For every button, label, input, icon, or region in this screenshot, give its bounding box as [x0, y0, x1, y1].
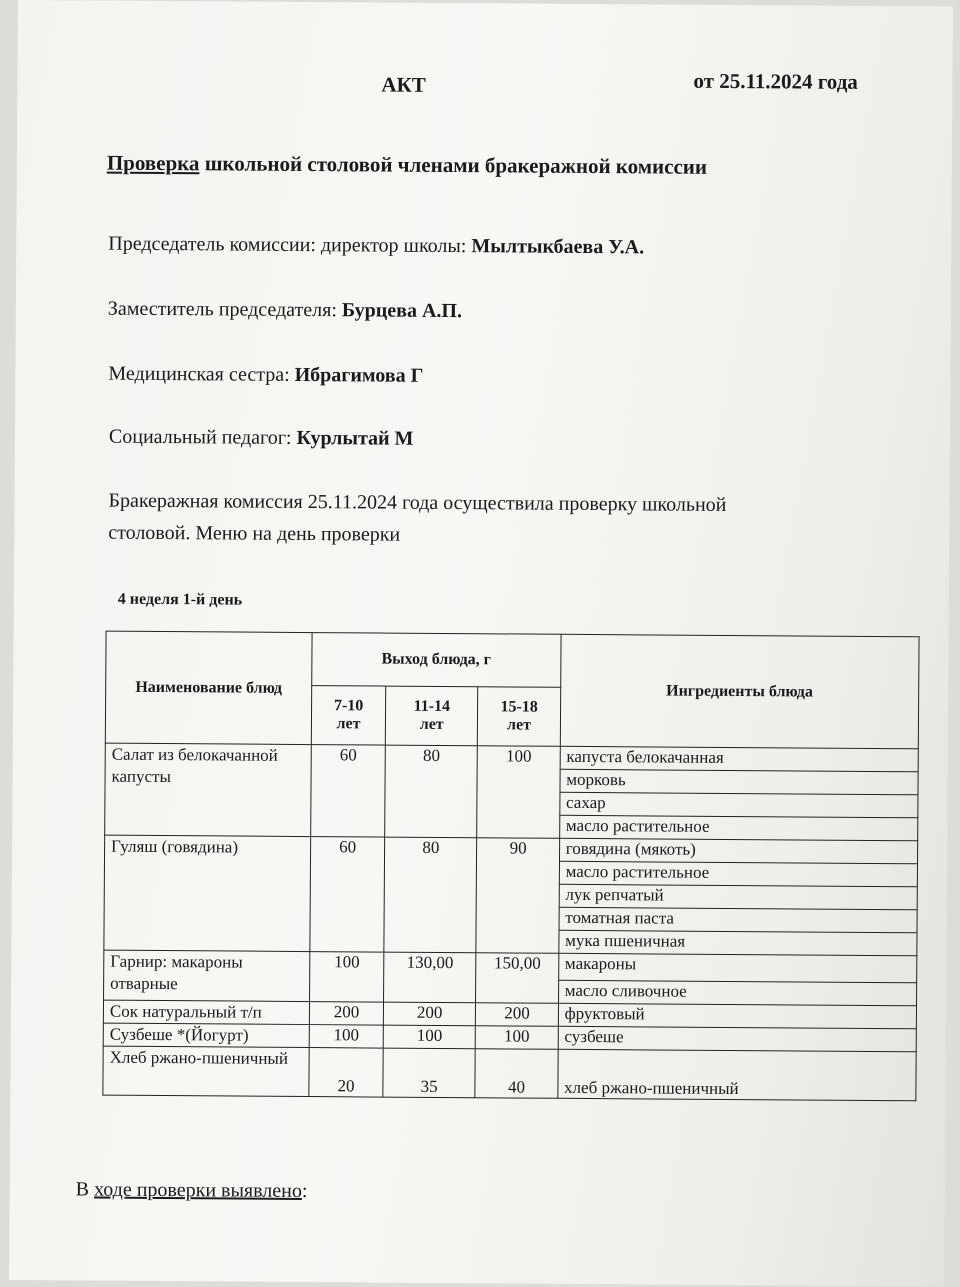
yield-15-18: 200 [476, 1003, 558, 1027]
member-nurse [108, 363, 423, 388]
yield-11-14: 35 [383, 1048, 476, 1098]
yield-11-14: 200 [383, 1002, 476, 1026]
subject-rest: школьной столовой членами бракеражной комиссии [199, 151, 708, 179]
member-role: Медицинская сестра: [108, 362, 295, 386]
age-col: 15-18 лет [478, 687, 561, 747]
dish-name: Гарнир: макароны отварные [104, 950, 310, 1001]
yield-15-18: 100 [476, 1026, 558, 1050]
ingredient: капуста белокачанная [560, 746, 918, 772]
dish-name: Сок натуральный т/п [103, 1000, 309, 1024]
menu-table [102, 631, 919, 1102]
ingredient: говядина (мякоть) [559, 838, 917, 864]
table-header-row [106, 631, 919, 690]
member-name: Мылтыкбаева У.А. [471, 235, 645, 259]
act-subject [107, 151, 707, 180]
ingredient: сахар [559, 792, 917, 818]
findings-suffix: : [301, 1180, 308, 1203]
ingredient: масло растительное [559, 815, 917, 841]
ingredient: масло растительное [559, 861, 917, 887]
yield-7-10: 60 [310, 837, 385, 953]
findings-prefix: В [75, 1178, 95, 1201]
act-title: АКТ [381, 72, 426, 97]
yield-7-10: 100 [309, 1025, 383, 1049]
yield-15-18: 100 [477, 746, 560, 839]
week-label: 4 неделя 1-й день [117, 590, 243, 609]
ingredient: морковь [560, 769, 918, 795]
yield-11-14: 100 [383, 1025, 476, 1049]
ingredient: макароны [558, 953, 917, 983]
yield-11-14: 80 [384, 837, 477, 953]
age-col: 11-14 лет [385, 686, 478, 746]
ingredient: хлеб ржано-пшеничный [558, 1049, 917, 1101]
ingredient: лук репчатый [559, 884, 917, 910]
yield-7-10: 200 [309, 1002, 383, 1026]
intro-line-2: столовой. Меню на день проверки [108, 521, 401, 546]
member-social-pedagogue [109, 426, 414, 451]
ingredient: томатная паста [559, 907, 917, 933]
member-name: Курлытай М [296, 426, 414, 450]
yield-15-18: 40 [475, 1049, 558, 1099]
age-col: 7-10 лет [311, 686, 385, 746]
member-name: Бурцева А.П. [341, 299, 463, 323]
yield-7-10: 20 [309, 1048, 383, 1098]
member-role: Заместитель председателя: [107, 297, 343, 322]
yield-11-14: 130,00 [384, 952, 477, 1003]
table-row [104, 950, 917, 983]
header-yield: Выход блюда, г [312, 633, 561, 688]
dish-name: Сузбеше *(Йогурт) [103, 1023, 309, 1047]
intro-paragraph [108, 485, 726, 553]
ingredient: мука пшеничная [559, 930, 917, 956]
act-date: от 25.11.2024 года [693, 68, 858, 94]
yield-7-10: 100 [310, 952, 384, 1003]
member-chairman [108, 233, 644, 260]
member-role: Председатель комиссии: директор школы: [108, 232, 472, 258]
member-deputy [108, 298, 462, 323]
header-dish-name: Наименование блюд [105, 631, 312, 744]
dish-name: Гуляш (говядина) [104, 835, 311, 951]
member-name: Ибрагимова Г [294, 363, 424, 387]
findings-underlined: ходе проверки выявлено [93, 1178, 302, 1203]
findings-heading [76, 1178, 308, 1203]
yield-11-14: 80 [385, 745, 478, 838]
table-row [105, 835, 918, 864]
dish-name: Салат из белокачанной капусты [105, 743, 312, 836]
yield-15-18: 90 [476, 838, 559, 954]
table-row [103, 1046, 916, 1101]
yield-7-10: 60 [311, 745, 386, 838]
ingredient: фруктовый [558, 1003, 916, 1029]
member-role: Социальный педагог: [108, 425, 297, 449]
table-row [105, 743, 918, 772]
document-page [9, 0, 953, 1286]
intro-line-1: Бракеражная комиссия 25.11.2024 года осуществила проверку школьной [108, 489, 727, 516]
dish-name: Хлеб ржано-пшеничный [103, 1046, 309, 1096]
header-ingredients: Ингредиенты блюда [560, 634, 919, 748]
ingredient: сузбеше [558, 1026, 916, 1052]
ingredient: масло сливочное [558, 980, 916, 1006]
yield-15-18: 150,00 [476, 953, 559, 1004]
subject-underlined: Проверка [106, 150, 200, 176]
